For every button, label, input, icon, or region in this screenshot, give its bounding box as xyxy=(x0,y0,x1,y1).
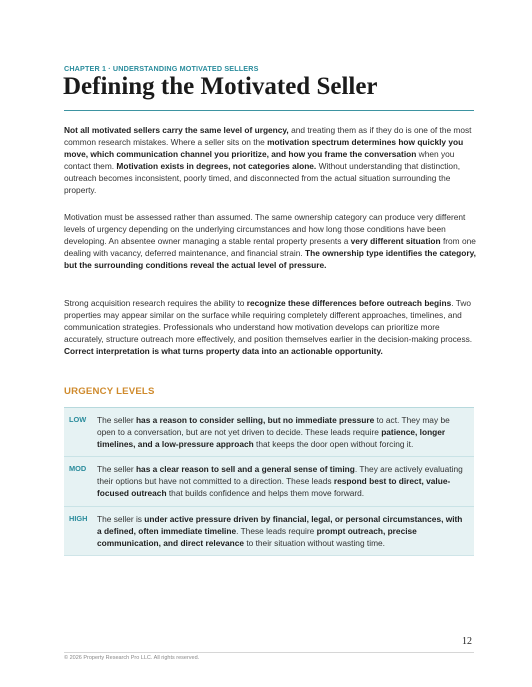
body-text: and treating them as if they do is one of the most common research mistakes. Where a seller sits on the xyxy=(64,125,472,148)
emphasis-text: very different situation xyxy=(350,236,441,247)
urgency-level-high xyxy=(64,507,474,556)
level-description xyxy=(97,513,464,549)
emphasis-text: has a clear reason to sell and a general sense of timing xyxy=(135,464,355,475)
emphasis-text: respond best to direct, value-focused outreach xyxy=(97,476,451,499)
footer-divider xyxy=(64,652,474,653)
urgency-levels-heading: URGENCY LEVELS xyxy=(64,386,155,397)
page-title: Defining the Motivated Seller xyxy=(63,73,378,100)
level-tag: HIGH xyxy=(69,513,88,523)
urgency-levels-table xyxy=(64,407,474,556)
body-text: . These leads require xyxy=(236,525,317,536)
body-text: . Two properties may appear similar on the surface while requiring completely different approaches, timelines, and communication strategies. Professionals who understand how motivation develops can prioritize more accurately, structure outreach more effectively, and position themselves earlier in the decision-making process. xyxy=(64,298,473,345)
level-tag: MOD xyxy=(69,464,87,474)
body-text: to act. They may be open to a conversation, but are not yet driven to decide. These leads require xyxy=(97,415,450,438)
body-text: from one dealing with vacancy, deferred maintenance, and financial strain. xyxy=(64,236,476,259)
chapter-eyebrow: CHAPTER 1 · UNDERSTANDING MOTIVATED SELLERS xyxy=(64,64,259,73)
body-text: Strong acquisition research requires the ability to xyxy=(64,298,247,308)
emphasis-text: patience, longer timelines, and a low-pressure approach xyxy=(97,427,446,450)
emphasis-text: The ownership type identifies the category, but the surrounding conditions reveal the actual level of pressure. xyxy=(64,248,476,271)
body-text: to their situation without wasting time. xyxy=(244,537,385,548)
emphasis-text: Correct interpretation is what turns property data into an actionable opportunity. xyxy=(64,346,383,357)
body-paragraph-3 xyxy=(64,297,476,357)
body-paragraph-2 xyxy=(64,211,476,271)
urgency-level-low xyxy=(64,408,474,457)
emphasis-text: Motivation exists in degrees, not categories alone. xyxy=(116,161,317,172)
body-text: The seller is xyxy=(97,513,145,524)
emphasis-text: motivation spectrum determines how quickly you move, which communication channel you prioritize, and how you frame the conversation xyxy=(64,137,464,160)
body-text: when you contact them. xyxy=(64,149,455,172)
emphasis-text: has a reason to consider selling, but no immediate pressure xyxy=(135,415,375,425)
level-description xyxy=(97,463,464,499)
title-divider xyxy=(64,110,474,111)
body-text: that keeps the door open without forcing it. xyxy=(253,439,414,450)
level-tag: LOW xyxy=(69,415,87,424)
body-text: that builds confidence and helps them move forward. xyxy=(166,488,365,499)
body-text: Motivation must be assessed rather than assumed. The same ownership category can produce very different levels of urgency depending on the underlying circumstances and how long those conditions have been developing. An absentee owner managing a stable rental property presents a xyxy=(64,212,466,247)
emphasis-text: prompt outreach, precise communication, and direct relevance xyxy=(97,525,417,548)
emphasis-text: under active pressure driven by financial, legal, or personal circumstances, with a defined, often immediate timeline xyxy=(97,513,463,536)
body-paragraph-1 xyxy=(64,124,476,197)
page-number: 12 xyxy=(462,636,472,647)
body-text: The seller xyxy=(97,464,136,475)
level-description xyxy=(97,414,464,450)
emphasis-text: Not all motivated sellers carry the same level of urgency, xyxy=(64,125,289,135)
body-text: . They are actively evaluating their options but have not committed to a direction. These leads xyxy=(97,464,463,487)
urgency-level-moderate xyxy=(64,457,474,506)
emphasis-text: recognize these differences before outreach begins xyxy=(246,298,452,308)
body-text: The seller xyxy=(97,415,136,425)
copyright-notice: © 2026 Property Research Pro LLC. All rights reserved. xyxy=(64,655,200,661)
body-text: Without understanding that distinction, outreach becomes inconsistent, poorly timed, and disconnected from the actual situation surrounding the property. xyxy=(64,161,461,196)
